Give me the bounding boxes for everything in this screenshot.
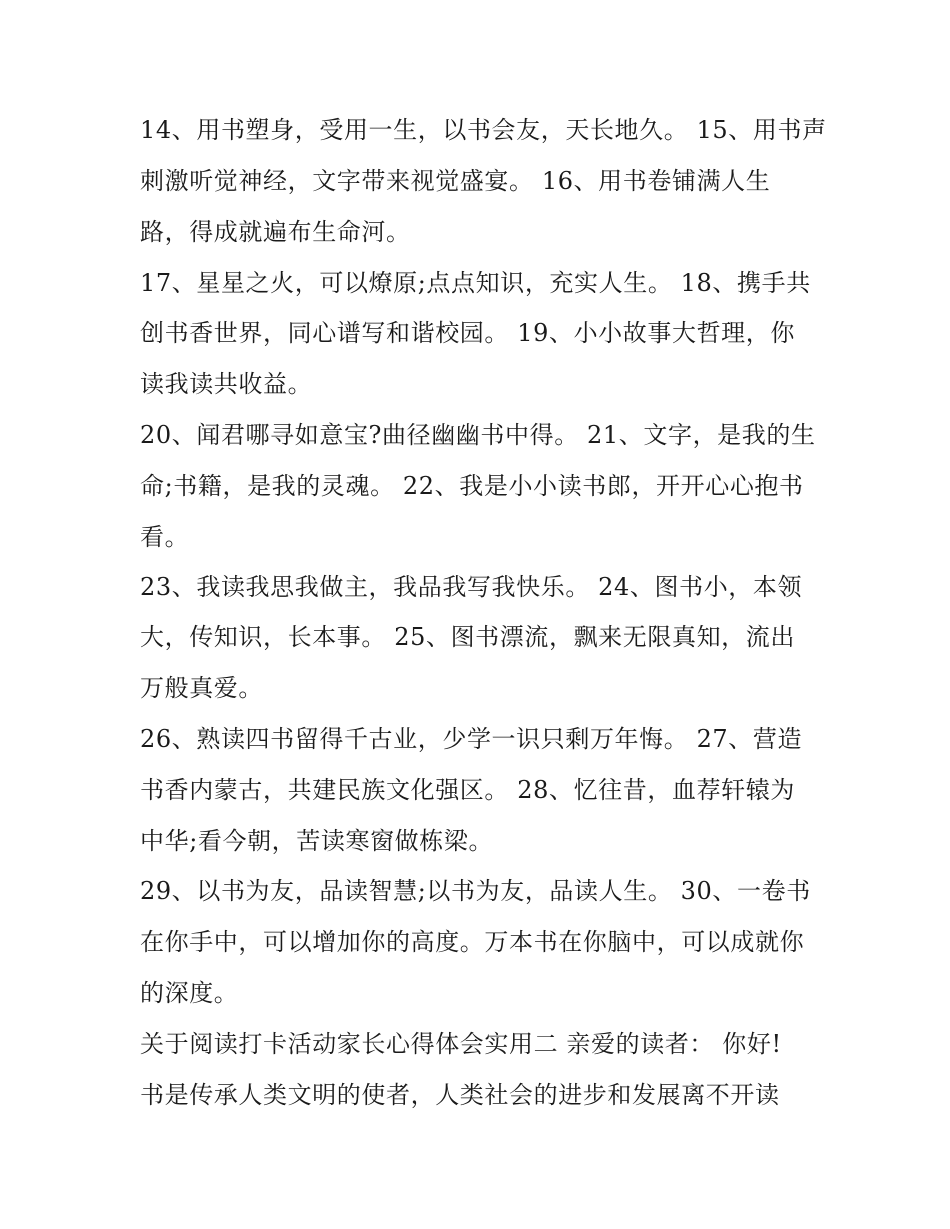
text-line: 书香内蒙古，共建民族文化强区。 28、忆往昔，血荐轩辕为 (140, 776, 795, 804)
text-line: 29、以书为友，品读智慧;以书为友，品读人生。 30、一卷书 (140, 877, 811, 905)
text-line: 读我读共收益。 (140, 370, 313, 398)
text-line: 在你手中，可以增加你的高度。万本书在你脑中，可以成就你 (140, 928, 805, 956)
text-line: 看。 (140, 523, 190, 551)
text-line: 书是传承人类文明的使者，人类社会的进步和发展离不开读 (140, 1081, 780, 1109)
text-line: 17、星星之火，可以燎原;点点知识，充实人生。 18、携手共 (140, 269, 811, 297)
text-line: 14、用书塑身，受用一生，以书会友，天长地久。 15、用书声 (140, 116, 827, 144)
text-line: 万般真爱。 (140, 674, 263, 702)
text-line: 23、我读我思我做主，我品我写我快乐。 24、图书小，本领 (140, 573, 803, 601)
text-line: 大，传知识，长本事。 25、图书漂流，飘来无限真知，流出 (140, 623, 795, 651)
text-line: 刺激听觉神经，文字带来视觉盛宴。 16、用书卷铺满人生 (140, 167, 771, 195)
text-line: 命;书籍，是我的灵魂。 22、我是小小读书郎，开开心心抱书 (140, 472, 804, 500)
text-line: 中华;看今朝，苦读寒窗做栋梁。 (140, 827, 494, 855)
text-line: 的深度。 (140, 979, 239, 1007)
text-line: 26、熟读四书留得千古业，少学一识只剩万年悔。 27、营造 (140, 725, 803, 753)
text-line: 创书香世界，同心谱写和谐校园。 19、小小故事大哲理，你 (140, 319, 795, 347)
text-line: 20、闻君哪寻如意宝?曲径幽幽书中得。 21、文字，是我的生 (140, 421, 816, 449)
text-line: 路，得成就遍布生命河。 (140, 218, 411, 246)
text-line: 关于阅读打卡活动家长心得体会实用二 亲爱的读者： 你好! (140, 1030, 782, 1058)
